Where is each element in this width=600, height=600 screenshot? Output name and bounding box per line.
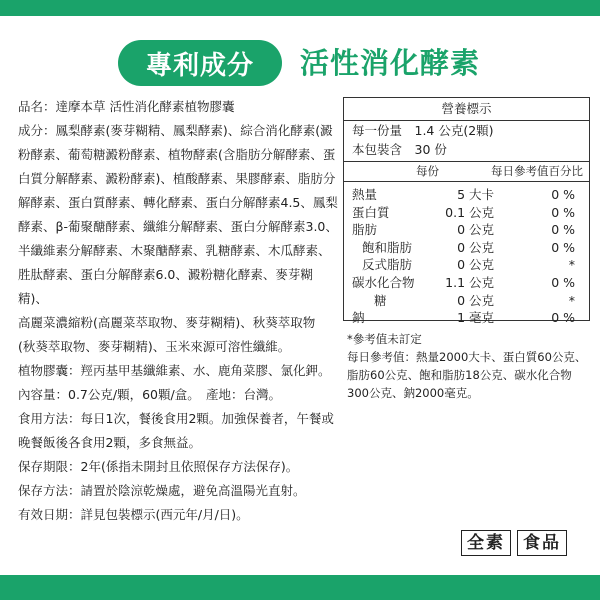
nutrient-daily: 0 % [551,274,575,290]
bottom-accent-bar [0,575,600,600]
info-line: 食用方法：每日1次，餐後食用2顆。加強保養者，午餐或 [18,411,334,426]
info-line: 高麗菜濃縮粉(高麗菜萃取物、麥芽糊精)、秋葵萃取物 [18,315,316,330]
nutrient-daily: 0 % [551,222,575,238]
info-line: 粉酵素、葡萄糖澱粉酵素、植物酵素(含脂肪分解酵素、蛋 [18,147,336,162]
nutrient-value: 0 公克 [457,239,494,255]
nutrition-row [344,292,589,310]
nutrition-row [344,186,589,204]
info-line: (秋葵萃取物、麥芽糊精)、玉米來源可溶性纖維。 [18,339,291,354]
info-line: 白質分解酵素、澱粉酵素)、植酸酵素、果膠酵素、脂肪分 [18,171,336,186]
nutrient-daily: * [568,257,575,273]
info-line: 半纖維素分解酵素、木聚醣酵素、乳糖酵素、木瓜酵素、 [18,243,331,258]
info-line: 解酵素、蛋白質酵素、轉化酵素、蛋白分解酵素4.5、鳳梨 [18,195,338,210]
asterisk-note: *參考值未訂定 [347,332,422,346]
nutrient-name: 反式脂肪 [362,257,413,273]
nutrient-name: 鈉 [352,310,365,326]
nutrient-name: 飽和脂肪 [362,239,413,255]
nutrition-row [344,204,589,222]
nutrient-name: 糖 [374,292,387,308]
nutrient-daily: 0 % [551,310,575,326]
info-line: 胜肽酵素、蛋白分解酵素6.0、澱粉糖化酵素、麥芽糊精)、 [18,267,313,306]
servings-per-package: 本包裝含 30 份 [352,142,447,157]
nutrition-rows [344,182,589,327]
nutrition-row [344,309,589,327]
col-daily-value: 每日參考值百分比 [491,164,583,178]
nutrition-column-header [344,161,589,182]
info-line: 保存方法：請置於陰涼乾燥處，避免高溫陽光直射。 [18,483,306,498]
nutrient-value: 0 公克 [457,222,494,238]
nutrient-value: 1.1 公克 [445,274,494,290]
daily-reference-note: 每日參考值：熱量2000大卡、蛋白質60公克、脂肪60公克、飽和脂肪18公克、碳水化合物300公克、鈉2000毫克。 [347,350,587,400]
food-badge: 食品 [517,530,567,556]
nutrient-name: 蛋白質 [352,204,390,220]
nutrient-daily: * [568,292,575,308]
nutrient-daily: 0 % [551,239,575,255]
info-line: 保存期限：2年(係指未開封且依照保存方法保存)。 [18,459,299,474]
info-line: 晚餐飯後各食用2顆，多食無益。 [18,435,201,450]
nutrient-name: 脂肪 [352,222,378,238]
nutrient-value: 0 公克 [457,292,494,308]
nutrient-daily: 0 % [551,204,575,220]
nutrition-facts-table [343,97,590,326]
nutrition-row [344,256,589,274]
product-info [18,95,340,527]
nutrient-value: 0.1 公克 [445,204,494,220]
product-headline: 活性消化酵素 [300,46,481,80]
info-line: 品名：達摩本草 活性消化酵素植物膠囊 [18,99,235,114]
certification-badges [461,530,567,556]
patent-ingredient-pill [118,40,282,86]
nutrient-daily: 0 % [551,187,575,202]
nutrition-row [344,274,589,292]
vegan-badge: 全素 [461,530,511,556]
info-line: 內容量：0.7公克/顆，60顆/盒。 產地：台灣。 [18,387,281,402]
info-line: 成分：鳳梨酵素(麥芽糊精、鳳梨酵素)、綜合消化酵素(澱 [18,123,333,138]
nutrient-value: 1 毫克 [457,310,494,326]
info-line: 酵素、β-葡聚醣酵素、纖維分解酵素、蛋白分解酵素3.0、 [18,219,338,234]
nutrition-notes [347,330,592,402]
pill-label: 專利成分 [145,50,254,81]
info-line: 植物膠囊：羥丙基甲基纖維素、水、鹿角菜膠、氯化鉀。 [18,363,331,378]
info-line: 有效日期：詳見包裝標示(西元年/月/日)。 [18,507,249,522]
nutrition-row [344,221,589,239]
nutrition-row [344,239,589,257]
nutrient-value: 0 公克 [457,257,494,273]
nutrient-name: 熱量 [352,187,378,202]
top-accent-bar [0,0,600,16]
nutrition-title: 營養標示 [344,98,589,121]
nutrient-value: 5 大卡 [457,187,494,202]
serving-size: 每一份量 1.4 公克(2顆) [352,123,494,138]
nutrient-name: 碳水化合物 [352,274,415,290]
col-per-serving: 每份 [416,164,439,178]
